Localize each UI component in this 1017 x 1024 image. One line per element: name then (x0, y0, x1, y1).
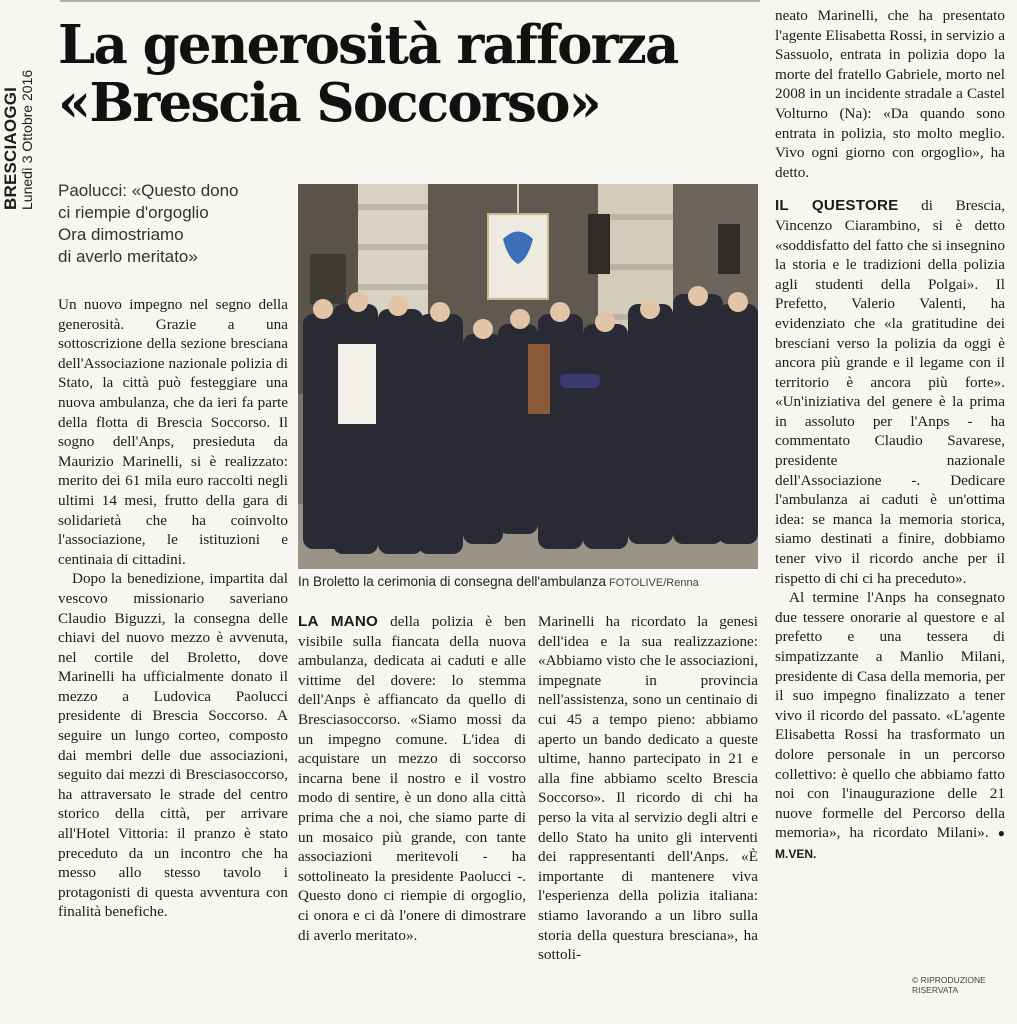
photo-caption (298, 574, 758, 589)
headline-line-2: «Brescia Soccorso» (58, 72, 600, 134)
headline (58, 16, 768, 132)
subhead-line: Ora dimostriamo (58, 225, 184, 244)
ceremony-photo-illustration (298, 184, 758, 569)
article-column-4 (775, 6, 1005, 865)
paragraph-text: di Brescia, Vincenzo Ciarambino, si è detto «soddisfatto del fatto che si insegnino la storia e le tradizioni della polizia agli studenti della Polgai». Il Prefetto, Valerio Valenti, ha evidenziato che «la gratitudine dei bresciani verso la polizia da oggi è ancora più grande e il legame con il territorio è ancora più forte». «Un'iniziativa del genere è la prima in assoluto per l'Anps - ha commentato Claudio Savarese, presidente nazionale dell'Associazione -. Dedicare l'ambulanza ai caduti è un'ottima idea: se manca la memoria storica, siamo destinati a finire, dobbiamo tener vivo il ricordo anche per il rispetto di chi ci ha preceduto». (775, 197, 1005, 587)
top-rule (60, 0, 760, 6)
article-column-2 (298, 612, 526, 945)
lead-in: IL QUESTORE (775, 197, 899, 215)
subheadline (58, 180, 288, 268)
caption-text: In Broletto la cerimonia di consegna dell'ambulanza (298, 574, 607, 589)
article-column-1 (58, 295, 288, 922)
paragraph-text: Al termine l'Anps ha consegnato due tessere onorarie al questore e al prefetto e una tessera di simpatizzante a Manlio Milani, presidente di Casa della memoria, per il suo impegno finalizzato a tener vivo il ricordo del passato. «L'agente Elisabetta Rossi ha trasformato un dolore personale in un percorso collettivo: è quello che abbiamo fatto noi con l'inaugurazione delle 21 nuove formelle del Percorso della memoria», ha ricordato Milani». (775, 589, 1005, 842)
photo-credit: FOTOLIVE/Renna (609, 577, 699, 589)
paragraph-text: della polizia è ben visibile sulla fiancata della nuova ambulanza, dedicata ai caduti e alle vittime del dovere: lo stemma dell'Anps è affiancato da quello di Bresciasoccorso. «Siamo mossi da un impegno comune. L'idea di acquistare un mezzo di soccorso incarna bene il nostro e il vostro modo di sentire, è un dono alla città prima che a noi, che siamo parte di un mosaico più grande, con tante associazioni meritevoli - ha sottolineato la presidente Paolucci -. Questo dono ci riempie di orgoglio, ci onora e ci dà l'onere di dimostrare di averlo meritato». (298, 613, 527, 944)
author-signature: ● M.VEN. (775, 826, 1006, 861)
paragraph: Marinelli ha ricordato la genesi dell'idea e la sua realizzazione: «Abbiamo visto che le associazioni, impegnate in provincia nell'assistenza, sono un centinaio di cui 45 a tempo pieno: abbiamo aperto un bando dedicato a queste ultime, hanno partecipato in 21 e alla fine abbiamo scelto Brescia Soccorso». Il ricordo di chi ha perso la vita al servizio degli altri e dello Stato ha unito gli interventi dei rappresentanti dell'Anps. «È importante di mantenere viva l'esperienza della polizia italiana: stiamo lavorando a un libro sulla storia della questura bresciana», ha sottoli- (538, 613, 758, 964)
paragraph (775, 196, 1005, 588)
paragraph (775, 588, 1005, 864)
paragraph (298, 612, 526, 945)
lead-in: LA MANO (298, 613, 379, 630)
subhead-line: di averlo meritato» (58, 247, 198, 266)
masthead-paper-name: BRESCIAOGGI (1, 86, 20, 210)
paragraph: neato Marinelli, che ha presentato l'agente Elisabetta Rossi, in servizio a Sassuolo, entrata in polizia dopo la morte del fratello Gabriele, morto nel 2008 in un incidente stradale a Castel Volturno (Na): «Da quando sono entrata in polizia, sto molto meglio. Vivo ogni giorno con orgoglio», ha detto. (775, 7, 1005, 181)
ceremony-photo (298, 184, 758, 569)
subhead-line: ci riempie d'orgoglio (58, 203, 209, 222)
masthead (2, 30, 46, 210)
subhead-line: Paolucci: «Questo dono (58, 181, 239, 200)
headline-line-1: La generosità rafforza (58, 14, 678, 76)
paragraph: Un nuovo impegno nel segno della generosità. Grazie a una sottoscrizione della sezione bresciana dell'Associazione nazionale polizia di Stato, la città può festeggiare una nuova ambulanza, che da ieri fa parte della flotta di Brescia Soccorso. Il sogno dell'Anps, presieduta da Maurizio Marinelli, si è realizzato: merito dei 61 mila euro raccolti negli ultimi 14 mesi, frutto della gara di solidarietà che ha coinvolto l'associazione, le istituzioni e centinaia di cittadini. (58, 296, 288, 568)
article-column-3 (538, 612, 758, 965)
reproduction-notice: © RIPRODUZIONE RISERVATA (912, 975, 986, 995)
masthead-date: Lunedì 3 Ottobre 2016 (18, 69, 35, 210)
paragraph: Dopo la benedizione, impartita dal vescovo missionario saveriano Claudio Biguzzi, la consegna delle chiavi del nuovo mezzo è avvenuta, nel cortile del Broletto, dove Marinelli ha ufficialmente donato il mezzo a Ludovica Paolucci presidente di Brescia Soccorso. A seguire un lungo corteo, composto dai membri delle due associazioni, seguito dai mezzi di Bresciasoccorso, ha attraversato le strade del centro storico della città, per arrivare all'Hotel Vittoria: il pranzo è stato preceduto da un incontro che ha messo allo stesso tavolo i protagonisti di questa avventura con finalità benefiche. (58, 570, 288, 921)
